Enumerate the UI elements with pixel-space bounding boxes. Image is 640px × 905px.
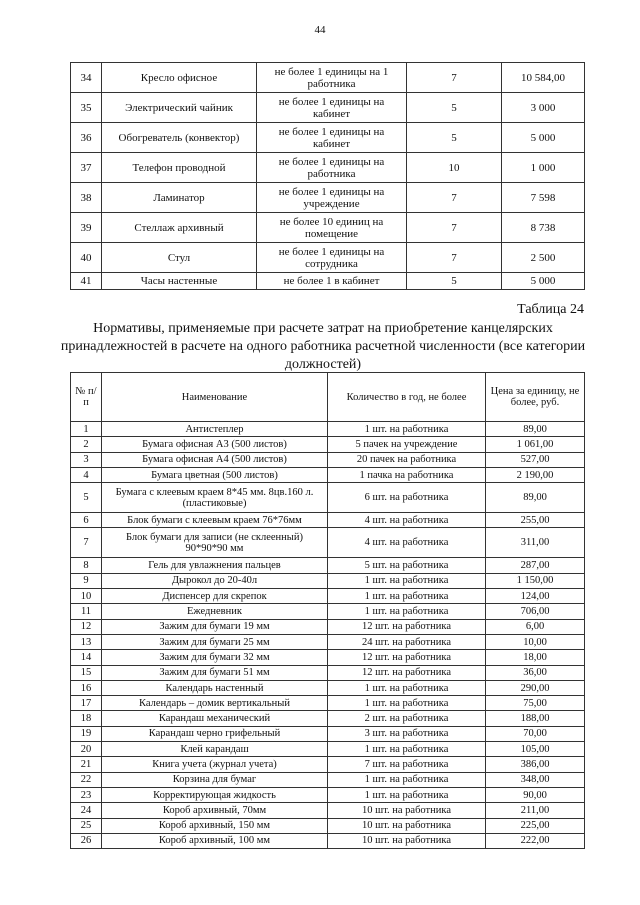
cell-years: 5 xyxy=(407,123,502,153)
cell-quantity: 10 шт. на работника xyxy=(328,818,486,833)
table-row xyxy=(71,696,585,711)
cell-name: Зажим для бумаги 32 мм xyxy=(102,650,328,665)
table-row xyxy=(71,452,585,467)
cell-name: Часы настенные xyxy=(102,273,257,290)
cell-norm: не более 1 в кабинет xyxy=(257,273,407,290)
cell-number: 4 xyxy=(71,467,102,482)
cell-price: 5 000 xyxy=(502,273,585,290)
cell-name: Ежедневник xyxy=(102,604,328,619)
cell-name: Календарь – домик вертикальный xyxy=(102,696,328,711)
table-row xyxy=(71,589,585,604)
cell-name: Телефон проводной xyxy=(102,153,257,183)
cell-price: 211,00 xyxy=(486,803,585,818)
table-row xyxy=(71,467,585,482)
cell-quantity: 1 шт. на работника xyxy=(328,573,486,588)
cell-price: 1 000 xyxy=(502,153,585,183)
cell-number: 16 xyxy=(71,680,102,695)
stationery-table xyxy=(70,372,585,849)
cell-number: 14 xyxy=(71,650,102,665)
cell-number: 21 xyxy=(71,757,102,772)
table-row xyxy=(71,93,585,123)
cell-norm: не более 1 единицы на кабинет xyxy=(257,93,407,123)
cell-quantity: 5 пачек на учреждение xyxy=(328,437,486,452)
cell-name: Бумага цветная (500 листов) xyxy=(102,467,328,482)
table-row xyxy=(71,422,585,437)
cell-price: 70,00 xyxy=(486,726,585,741)
cell-norm: не более 10 единиц на помещение xyxy=(257,213,407,243)
cell-quantity: 5 шт. на работника xyxy=(328,558,486,573)
cell-quantity: 6 шт. на работника xyxy=(328,483,486,513)
cell-number: 25 xyxy=(71,818,102,833)
cell-name: Карандаш черно грифельный xyxy=(102,726,328,741)
table-row xyxy=(71,153,585,183)
cell-quantity: 24 шт. на работника xyxy=(328,634,486,649)
cell-number: 17 xyxy=(71,696,102,711)
table-header-row xyxy=(71,373,585,422)
cell-name: Стул xyxy=(102,243,257,273)
table-row xyxy=(71,604,585,619)
cell-number: 23 xyxy=(71,787,102,802)
cell-name: Зажим для бумаги 25 мм xyxy=(102,634,328,649)
cell-number: 13 xyxy=(71,634,102,649)
table-row xyxy=(71,787,585,802)
table-row xyxy=(71,558,585,573)
cell-price: 8 738 xyxy=(502,213,585,243)
table-row xyxy=(71,63,585,93)
cell-number: 1 xyxy=(71,422,102,437)
cell-norm: не более 1 единицы на работника xyxy=(257,153,407,183)
cell-quantity: 1 шт. на работника xyxy=(328,787,486,802)
cell-number: 6 xyxy=(71,513,102,528)
cell-price: 89,00 xyxy=(486,483,585,513)
cell-price: 105,00 xyxy=(486,742,585,757)
cell-price: 6,00 xyxy=(486,619,585,634)
cell-number: 22 xyxy=(71,772,102,787)
table-row xyxy=(71,742,585,757)
table-row xyxy=(71,650,585,665)
cell-price: 75,00 xyxy=(486,696,585,711)
cell-number: 5 xyxy=(71,483,102,513)
cell-name: Зажим для бумаги 19 мм xyxy=(102,619,328,634)
cell-name: Дырокол до 20-40л xyxy=(102,573,328,588)
cell-years: 5 xyxy=(407,93,502,123)
cell-name: Бумага офисная А4 (500 листов) xyxy=(102,452,328,467)
cell-name: Антистеплер xyxy=(102,422,328,437)
cell-quantity: 10 шт. на работника xyxy=(328,803,486,818)
cell-number: 3 xyxy=(71,452,102,467)
cell-number: 8 xyxy=(71,558,102,573)
cell-price: 2 500 xyxy=(502,243,585,273)
cell-number: 9 xyxy=(71,573,102,588)
cell-number: 38 xyxy=(71,183,102,213)
cell-quantity: 12 шт. на работника xyxy=(328,665,486,680)
table-row xyxy=(71,619,585,634)
cell-name: Короб архивный, 100 мм xyxy=(102,833,328,848)
cell-price: 311,00 xyxy=(486,528,585,558)
cell-price: 290,00 xyxy=(486,680,585,695)
cell-years: 7 xyxy=(407,213,502,243)
cell-price: 527,00 xyxy=(486,452,585,467)
cell-price: 10 584,00 xyxy=(502,63,585,93)
cell-price: 1 061,00 xyxy=(486,437,585,452)
cell-name: Корзина для бумаг xyxy=(102,772,328,787)
table-row xyxy=(71,123,585,153)
cell-name: Блок бумаги с клеевым краем 76*76мм xyxy=(102,513,328,528)
cell-price: 287,00 xyxy=(486,558,585,573)
cell-price: 222,00 xyxy=(486,833,585,848)
cell-name: Клей карандаш xyxy=(102,742,328,757)
cell-norm: не более 1 единицы на 1 работника xyxy=(257,63,407,93)
table-row xyxy=(71,213,585,243)
cell-quantity: 12 шт. на работника xyxy=(328,650,486,665)
header-name: Наименование xyxy=(102,373,328,422)
cell-price: 386,00 xyxy=(486,757,585,772)
cell-name: Стеллаж архивный xyxy=(102,213,257,243)
cell-price: 225,00 xyxy=(486,818,585,833)
cell-price: 255,00 xyxy=(486,513,585,528)
table-row xyxy=(71,183,585,213)
cell-price: 124,00 xyxy=(486,589,585,604)
cell-quantity: 1 шт. на работника xyxy=(328,422,486,437)
cell-name: Карандаш механический xyxy=(102,711,328,726)
table-row xyxy=(71,711,585,726)
page-number: 44 xyxy=(314,24,326,36)
table-row xyxy=(71,634,585,649)
cell-number: 24 xyxy=(71,803,102,818)
cell-quantity: 1 шт. на работника xyxy=(328,589,486,604)
cell-quantity: 4 шт. на работника xyxy=(328,513,486,528)
cell-number: 41 xyxy=(71,273,102,290)
table-row xyxy=(71,665,585,680)
table-row xyxy=(71,437,585,452)
cell-norm: не более 1 единицы на сотрудника xyxy=(257,243,407,273)
cell-quantity: 1 шт. на работника xyxy=(328,696,486,711)
cell-years: 5 xyxy=(407,273,502,290)
cell-price: 89,00 xyxy=(486,422,585,437)
cell-quantity: 20 пачек на работника xyxy=(328,452,486,467)
cell-quantity: 1 шт. на работника xyxy=(328,604,486,619)
cell-norm: не более 1 единицы на кабинет xyxy=(257,123,407,153)
cell-name: Короб архивный, 70мм xyxy=(102,803,328,818)
cell-number: 35 xyxy=(71,93,102,123)
cell-years: 7 xyxy=(407,183,502,213)
cell-quantity: 3 шт. на работника xyxy=(328,726,486,741)
cell-number: 37 xyxy=(71,153,102,183)
table-title: Нормативы, применяемые при расчете затрат на приобретение канцелярских принадлежностей в расчете на одного работника расчетной численности (все категории должностей) xyxy=(60,321,586,372)
cell-number: 34 xyxy=(71,63,102,93)
cell-quantity: 7 шт. на работника xyxy=(328,757,486,772)
table-row xyxy=(71,243,585,273)
cell-norm: не более 1 единицы на учреждение xyxy=(257,183,407,213)
cell-quantity: 2 шт. на работника xyxy=(328,711,486,726)
cell-price: 90,00 xyxy=(486,787,585,802)
header-quantity: Количество в год, не более xyxy=(328,373,486,422)
table-row xyxy=(71,573,585,588)
cell-price: 18,00 xyxy=(486,650,585,665)
cell-number: 7 xyxy=(71,528,102,558)
cell-price: 188,00 xyxy=(486,711,585,726)
cell-number: 26 xyxy=(71,833,102,848)
cell-price: 1 150,00 xyxy=(486,573,585,588)
cell-name: Гель для увлажнения пальцев xyxy=(102,558,328,573)
cell-name: Ламинатор xyxy=(102,183,257,213)
cell-price: 36,00 xyxy=(486,665,585,680)
cell-number: 18 xyxy=(71,711,102,726)
header-price: Цена за единицу, не более, руб. xyxy=(486,373,585,422)
table-label: Таблица 24 xyxy=(517,302,584,317)
cell-number: 12 xyxy=(71,619,102,634)
cell-number: 36 xyxy=(71,123,102,153)
table-row xyxy=(71,803,585,818)
cell-quantity: 1 шт. на работника xyxy=(328,680,486,695)
cell-name: Зажим для бумаги 51 мм xyxy=(102,665,328,680)
cell-name: Календарь настенный xyxy=(102,680,328,695)
cell-number: 15 xyxy=(71,665,102,680)
cell-price: 2 190,00 xyxy=(486,467,585,482)
cell-number: 10 xyxy=(71,589,102,604)
table-row xyxy=(71,833,585,848)
cell-years: 10 xyxy=(407,153,502,183)
cell-name: Блок бумаги для записи (не склеенный) 90*90*90 мм xyxy=(102,528,328,558)
cell-number: 39 xyxy=(71,213,102,243)
table-row xyxy=(71,757,585,772)
cell-price: 10,00 xyxy=(486,634,585,649)
table-row xyxy=(71,273,585,290)
cell-number: 19 xyxy=(71,726,102,741)
cell-name: Бумага с клеевым краем 8*45 мм. 8цв.160 л. (пластиковые) xyxy=(102,483,328,513)
cell-number: 20 xyxy=(71,742,102,757)
cell-price: 348,00 xyxy=(486,772,585,787)
table-row xyxy=(71,772,585,787)
cell-price: 5 000 xyxy=(502,123,585,153)
cell-name: Электрический чайник xyxy=(102,93,257,123)
table-row xyxy=(71,726,585,741)
cell-quantity: 4 шт. на работника xyxy=(328,528,486,558)
cell-quantity: 1 пачка на работника xyxy=(328,467,486,482)
cell-quantity: 10 шт. на работника xyxy=(328,833,486,848)
furniture-table xyxy=(70,62,585,290)
cell-quantity: 1 шт. на работника xyxy=(328,772,486,787)
cell-number: 11 xyxy=(71,604,102,619)
cell-price: 7 598 xyxy=(502,183,585,213)
cell-name: Обогреватель (конвектор) xyxy=(102,123,257,153)
cell-quantity: 12 шт. на работника xyxy=(328,619,486,634)
cell-quantity: 1 шт. на работника xyxy=(328,742,486,757)
cell-price: 3 000 xyxy=(502,93,585,123)
cell-name: Бумага офисная А3 (500 листов) xyxy=(102,437,328,452)
cell-name: Короб архивный, 150 мм xyxy=(102,818,328,833)
table-row xyxy=(71,818,585,833)
cell-name: Книга учета (журнал учета) xyxy=(102,757,328,772)
cell-years: 7 xyxy=(407,63,502,93)
table-row xyxy=(71,680,585,695)
cell-name: Диспенсер для скрепок xyxy=(102,589,328,604)
cell-name: Корректирующая жидкость xyxy=(102,787,328,802)
table-row xyxy=(71,528,585,558)
cell-number: 2 xyxy=(71,437,102,452)
table-row xyxy=(71,513,585,528)
cell-number: 40 xyxy=(71,243,102,273)
cell-price: 706,00 xyxy=(486,604,585,619)
header-number: № п/п xyxy=(71,373,102,422)
cell-years: 7 xyxy=(407,243,502,273)
cell-name: Кресло офисное xyxy=(102,63,257,93)
table-row xyxy=(71,483,585,513)
